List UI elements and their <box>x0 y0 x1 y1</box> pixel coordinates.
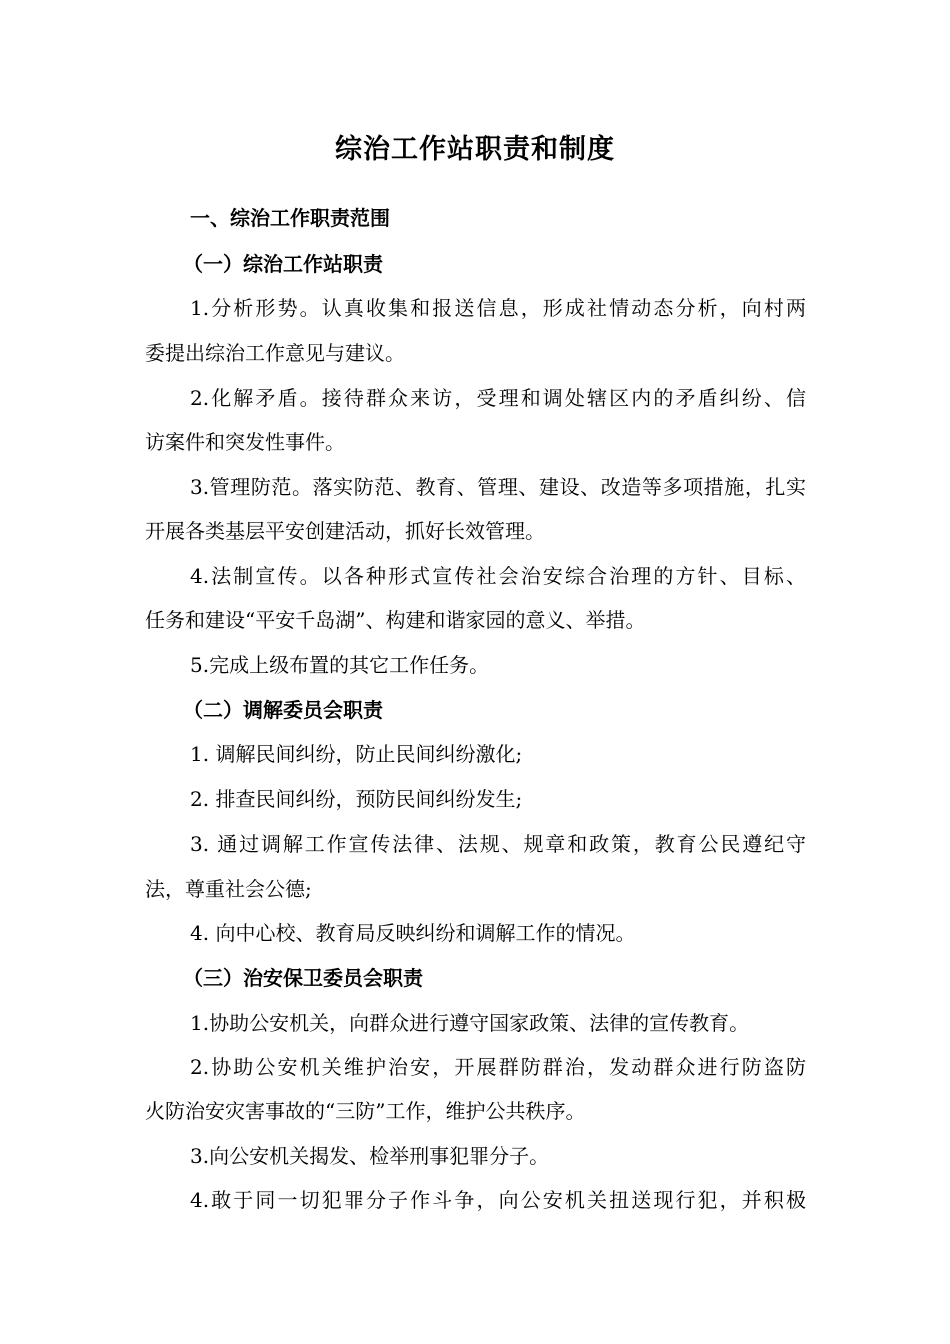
subsection-heading-1: （一）综治工作站职责 <box>183 252 383 276</box>
paragraph-line: 3.向公安机关揭发、检举刑事犯罪分子。 <box>190 1144 550 1168</box>
paragraph-line: 3. 通过调解工作宣传法律、法规、规章和政策，教育公民遵纪守 <box>190 832 806 856</box>
paragraph-line: 1. 调解民间纠纷，防止民间纠纷激化; <box>190 742 523 766</box>
paragraph-line: 任务和建设“平安千岛湖”、构建和谐家园的意义、举措。 <box>145 608 646 632</box>
paragraph-line: 2. 排查民间纠纷，预防民间纠纷发生; <box>190 787 523 811</box>
paragraph-line: 4.法制宣传。以各种形式宣传社会治安综合治理的方针、目标、 <box>190 564 806 588</box>
subsection-heading-3: （三）治安保卫委员会职责 <box>183 966 423 990</box>
document-title: 综治工作站职责和制度 <box>335 134 615 165</box>
paragraph-line: 火防治安灾害事故的“三防”工作，维护公共秩序。 <box>145 1099 586 1123</box>
paragraph-line: 2.化解矛盾。接待群众来访，受理和调处辖区内的矛盾纠纷、信 <box>190 386 806 410</box>
paragraph-line: 5.完成上级布置的其它工作任务。 <box>190 653 490 677</box>
paragraph-line: 开展各类基层平安创建活动，抓好长效管理。 <box>145 519 545 543</box>
paragraph-line: 1.分析形势。认真收集和报送信息，形成社情动态分析，向村两 <box>190 296 806 320</box>
section-heading-1: 一、综治工作职责范围 <box>190 206 390 230</box>
paragraph-line: 法，尊重社会公德; <box>145 877 312 901</box>
paragraph-line: 3.管理防范。落实防范、教育、管理、建设、改造等多项措施，扎实 <box>190 475 806 499</box>
paragraph-line: 1.协助公安机关，向群众进行遵守国家政策、法律的宣传教育。 <box>190 1011 750 1035</box>
paragraph-line: 访案件和突发性事件。 <box>145 430 345 454</box>
subsection-heading-2: （二）调解委员会职责 <box>183 698 383 722</box>
paragraph-line: 委提出综治工作意见与建议。 <box>145 341 405 365</box>
paragraph-line: 2.协助公安机关维护治安，开展群防群治，发动群众进行防盗防 <box>190 1055 806 1079</box>
paragraph-line: 4.敢于同一切犯罪分子作斗争，向公安机关扭送现行犯，并积极 <box>190 1188 806 1212</box>
paragraph-line: 4. 向中心校、教育局反映纠纷和调解工作的情况。 <box>190 921 636 945</box>
